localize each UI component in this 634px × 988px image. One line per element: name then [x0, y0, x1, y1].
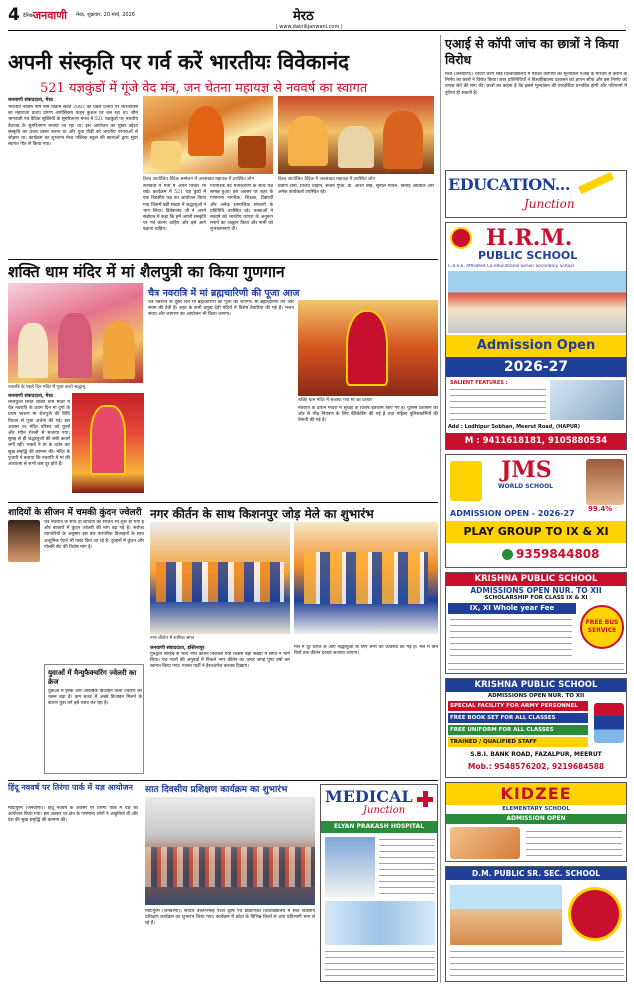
ad-jms-play: PLAY GROUP TO IX & XI [446, 521, 626, 543]
fourth-byline: जनवाणी संवाददाता, हस्तिनापुर [150, 646, 205, 651]
ad-krishna-school-1[interactable] [445, 572, 627, 674]
sixth-headline: सात दिवसीय प्रशिक्षण कार्यक्रम का शुभारंभ [145, 785, 288, 795]
ad-hrm-photo [550, 380, 624, 420]
ad-hrm-building [448, 271, 626, 333]
fourth-photo-2 [294, 522, 438, 634]
ad-dm-badge [568, 887, 622, 941]
second-body-1: लालकुर्ती स्थित शक्ति धाम मंदिर में चैत्र नवरात्रि के प्रथम दिन मां दुर्गा के प्रथम स्वरूप मां शैलपुत्री की विधि विधान से पूजा अर्चना की गई। इस अवसर पर मंदिर परिसर को फूलों और रंगीन रोशनी से सजाया गया। सुबह से ही श्रद्धालुओं की लंबी कतारें लगी रहीं। भक्तों ने मां के दर्शन कर सुख समृद्धि की कामना की। मंदिर के पुजारी ने बताया कि नवरात्रि में मां की आराधना से सभी कष्ट दूर होते हैं। [8, 400, 70, 468]
ad-hrm-phone: M : 9411618181, 9105880534 [446, 433, 626, 449]
ad-k1-bus: FREE BUS SERVICE [580, 605, 624, 649]
third-box-title: युवाओं में मैन्युफैक्चरिंग ज्वेलरी का क्रेज [48, 668, 137, 686]
second-photo-2 [72, 393, 144, 493]
ad-hrm-aff: C.B.S.E. Affiliated Co-educational Senior Secondary School [448, 264, 574, 269]
second-photo-3 [298, 300, 438, 396]
ad-medical-photo-2 [325, 901, 435, 945]
masthead [8, 5, 626, 33]
ad-medical-photo [325, 837, 375, 897]
ad-dm-school[interactable] [445, 866, 627, 982]
sixth-photo [145, 797, 315, 905]
lead-byline: जनवाणी संवाददाता, मेरठ [8, 98, 54, 103]
ad-hrm-admission: Admission Open [446, 335, 626, 357]
ad-k1-name: KRISHNA PUBLIC SCHOOL [446, 573, 626, 586]
third-photo [8, 520, 40, 562]
ad-edu-sub: Junction [524, 197, 575, 211]
fourth-headline: नगर कीर्तन के साथ किशनपुर जोड़ मेले का शुभारंभ [150, 507, 374, 521]
lead-caption-1: विश्व आयोजित वैदिक सम्मेलन में जनसंख्या महायज्ञ में उपस्थित लोग [143, 177, 254, 182]
ad-k2-addr: S.B.I. BANK ROAD, FAZALPUR, MEERUT [470, 751, 602, 758]
website: | www.dainikjanwani.com | [276, 24, 343, 30]
dateline: मेरठ, शुक्रवार, 20 मार्च, 2026 [76, 12, 135, 18]
fourth-caption: नगर कीर्तन में शामिल संगत [150, 636, 195, 641]
phone-icon [502, 549, 513, 560]
second-caption-2: शक्ति धाम मंदिर में सजाया गया मां का दरबार [298, 398, 372, 403]
second-photo-1 [8, 283, 143, 383]
ad-kidzee[interactable] [445, 782, 627, 862]
third-body: चैत्र नवरात्रि के साथ ही शादियों का सीजन भी शुरू हो गया है और बाजारों में कुंदन ज्वेलरी की मांग बढ़ गई है। सर्राफा व्यापारियों के अनुसार इस बार पारंपरिक डिजाइनों के साथ आधुनिक पैटर्न भी पसंद किए जा रहे हैं। दुल्हनों में कुंदन और पोल्की सेट की विशेष मांग है। [44, 520, 144, 550]
lead-body-4: प्रवीण शर्मा, विजय चौहान, संजय गुप्ता, डॉ. आशा सिंह, सुनील गोयल, विनोद अग्रवाल और अनेक कार्यकर्ता उपस्थित रहे। [278, 184, 434, 196]
column-rule [440, 35, 441, 983]
page-number: 4 [8, 5, 20, 25]
second-caption-1: नवरात्रि के पहले दिन मंदिर में पूजा करते श्रद्धालु [8, 385, 86, 390]
ad-k2-line3: FREE UNIFORM FOR ALL CLASSES [448, 725, 588, 735]
ad-k1-fee: IX, XI Whole year Fee [448, 603, 576, 614]
lead-body-1: भारतीय नववर्ष पौष नाम विक्रम संवत 2083 की प्रबल प्रभात पर भारतवासी का महाराजा प्रताप प्रांगण आर्यसिकय वाहन कुशल घर चल रहा था। श्रीम भागवाती एवं वैदिक सूक्तियों के सुमरितगण मंगल में 521 यज्ञकुंडों पर भारतीय वेदपाठ के सुमरितगण मनाया जा रहा था। इस आयोजन का मुख्य उद्देश्य संस्कृति का प्रचार प्रसार करना था और युवा पीढ़ी को भारतीय परंपराओं से जोड़ना था। कार्यक्रम का शुभारंभ मेरठ पब्लिक स्कूल की छात्राओं द्वारा सुंदर स्वागत गीत से किया गया। [8, 105, 138, 148]
ad-k2-adm: ADMISSIONS OPEN NUR. TO XII [487, 693, 585, 699]
ad-kidzee-text [526, 829, 622, 857]
fourth-body-2: मेले में दूर दराज से आए श्रद्धालुओं के लिए लंगर की व्यवस्था की गई है। मेले में तीन दिनों तक कीर्तन दरबार सजाया जाएगा। [294, 645, 438, 657]
ad-k1-fee-table [450, 617, 572, 657]
ad-hrm-school[interactable] [445, 222, 627, 450]
lead-headline: अपनी संस्कृति पर गर्व करें भारतीयः विवेकानंद [8, 50, 350, 74]
fifth-headline: हिंदू नववर्ष पर तिरंगा पार्क में यज्ञ आयोजन [8, 782, 133, 792]
ncc-badge-icon [594, 703, 624, 743]
ad-medical-contacts [325, 949, 435, 979]
pencil-icon [578, 172, 614, 194]
ad-hrm-addr: Add : Lodhipur Sobhan, Meerut Road, (HAPUR) [448, 424, 581, 430]
ad-k1-address [448, 661, 624, 673]
section-title: मेरठ [293, 9, 314, 24]
ad-education-junction[interactable] [445, 170, 627, 218]
ad-kidzee-title: KIDZEE [446, 783, 626, 805]
ad-k2-line4: TRAINED / QUALIFIED STAFF [448, 737, 588, 747]
ad-k2-phone: Mob.: 9548576202, 9219684588 [467, 762, 605, 771]
section-rule-3 [8, 502, 438, 503]
lead-body-2: सरस्वती ने मंत्रों में अपने विचार भी रखे। कार्यक्रम में 521 यज्ञ कुंडों में एक दिवसीय यज्ञ का आयोजन किया गया जिसमें बड़ी संख्या में श्रद्धालुओं ने भाग लिया। विवेकानंद जी ने अपने संबोधन में कहा कि हमें अपनी संस्कृति पर गर्व करना चाहिए और इसे आगे बढ़ाना चाहिए। [143, 184, 206, 233]
ad-dm-text [450, 949, 624, 979]
ad-medical-junction[interactable] [320, 784, 438, 982]
second-body-2: चैत्र नवरात्रि के दूसरे दिन मां ब्रह्मचारिणी की पूजा की जाएगी। मां ब्रह्मचारिणी तप और संयम की देवी हैं। शहर के सभी प्रमुख देवी मंदिरों में विशेष तैयारियां की गई हैं। भजन संध्या और जागरण का आयोजन भी किया जाएगा। [148, 300, 294, 318]
second-body-3: नवरात्रि के दौरान मंदिरों में सुरक्षा के विशेष इंतजाम किए गए हैं। पुलिस प्रशासन की ओर से भीड़ नियंत्रण के लिए बैरिकेडिंग की गई है तथा महिला पुलिसकर्मियों की तैनाती की गई है। [298, 406, 438, 424]
school-logo-icon [450, 227, 472, 249]
ad-jms-sub: WORLD SCHOOL [498, 483, 554, 490]
fourth-photo [150, 522, 290, 634]
third-headline: शादियों के सीजन में चमकी कुंदन ज्वेलरी [8, 508, 142, 518]
lead-subhead: 521 यज्ञकुंडों में गूंजे वेद मंत्र, जन चेतना महायज्ञ से नववर्ष का स्वागत [40, 81, 368, 96]
masthead-rule [8, 30, 626, 31]
ad-jms-name: JMS [501, 457, 552, 483]
ad-hrm-year: 2026-27 [446, 357, 626, 377]
lead-body-3: पारंपरिक वेद मंत्रोच्चारण के साथ यज्ञ सम्पन्न हुआ। इस अवसर पर शहर के गणमान्य नागरिक, शिक्षक, विद्यार्थी और अनेक सामाजिक संगठनों के प्रतिनिधि उपस्थित रहे। वक्ताओं ने नववर्ष को भारतीय परंपरा के अनुरूप मनाने का आह्वान किया और सभी को शुभकामनाएं दीं। [210, 184, 273, 233]
ad-kidzee-kids-photo [450, 827, 520, 859]
second-headline: शक्ति धाम मंदिर में मां शैलपुत्री का किया गुणगान [8, 262, 285, 281]
ad-kidzee-sub: ELEMENTARY SCHOOL [502, 806, 570, 812]
ad-krishna-school-2[interactable] [445, 678, 627, 778]
jms-badge-icon [450, 461, 482, 501]
ad-medical-text [379, 837, 435, 897]
ad-edu-title: EDUCATION... [448, 175, 570, 194]
ad-hrm-features: SALIENT FEATURES : [450, 380, 508, 386]
ad-dm-name: D.M. PUBLIC SR. SEC. SCHOOL [446, 867, 626, 880]
ad-k2-line2: FREE BOOK SET FOR ALL CLASSES [448, 713, 588, 723]
paper-name: जनवाणी [33, 9, 68, 22]
ad-jms-admission: ADMISSION OPEN - 2026-27 [450, 509, 575, 518]
ad-jms-school[interactable] [445, 454, 627, 568]
ad-k1-sch: SCHOLARSHIP FOR CLASS IX & XI [484, 595, 588, 601]
second-sub-story-headline: चैत्र नवरात्रि में मां ब्रह्मचारिणी की पूजा आज [148, 288, 300, 299]
side-top-headline: एआई से कॉपी जांच का छात्रों ने किया विरोध [445, 36, 619, 67]
lead-photo-2 [278, 96, 434, 174]
ad-hrm-feature-list [450, 387, 546, 421]
ad-kidzee-adm: ADMISSION OPEN [446, 814, 626, 824]
sixth-body: मोदीपुरम (जनवाणी)। सरदार वल्लभभाई पटेल कृषि एवं प्रौद्योगिकी विश्वविद्यालय में सात दिवसीय प्रशिक्षण कार्यक्रम का शुभारंभ किया गया। कार्यक्रम में प्रदेश के विभिन्न जिलों से आए प्रतिभागी भाग ले रहे हैं। [145, 909, 315, 927]
ad-k2-line1: SPECIAL FACILITY FOR ARMY PERSONNEL [448, 701, 588, 711]
lead-photo-1 [143, 96, 273, 174]
medical-cross-icon [417, 791, 433, 807]
paper-prefix: दैनिक [23, 13, 34, 19]
lead-caption-2: विश्व आयोजित वैदिक में जनसंख्या महायज्ञ में उपस्थित लोग [278, 177, 375, 182]
fifth-body: मोदीपुरम (जनवाणी)। हिंदू नववर्ष के अवसर पर तिरंगा पार्क में यज्ञ का आयोजन किया गया। इस अवसर पर क्षेत्र के गणमान्य लोगों ने आहुतियां दीं और देश की सुख समृद्धि की कामना की। [8, 806, 138, 824]
second-byline: जनवाणी संवाददाता, मेरठ [8, 394, 54, 399]
ad-medical-hospital: ELYAN PRAKASH HOSPITAL [321, 821, 437, 833]
third-box-body: युवाओं में हल्के और आकर्षक डिजाइन वाली ज्वेलरी का चलन बढ़ा है। कम बजट में अच्छे डिजाइन मिलने के कारण युवा वर्ग इसे पसंद कर रहा है। [48, 689, 142, 707]
ad-jms-score: 99.4% [588, 505, 613, 513]
third-box [44, 664, 144, 774]
ad-jms-phone: 9359844808 [516, 547, 600, 561]
ad-k1-adm: ADMISSIONS OPEN NUR. TO XII [470, 586, 602, 595]
side-top-body: मेरठ (जनवाणी)। चौधरी चरण सिंह विश्वविद्यालय में परीक्षा कॉपियों का मूल्यांकन एआई के माध्यम से कराने के निर्णय का छात्रों ने विरोध किया। छात्र प्रतिनिधियों ने विश्वविद्यालय प्रशासन को ज्ञापन सौंपा और इस निर्णय को वापस लेने की मांग की। छात्रों का कहना है कि इससे मूल्यांकन की पारदर्शिता प्रभावित होगी और परिणामों में त्रुटियां हो सकती हैं। [445, 72, 627, 96]
ad-hrm-sub: PUBLIC SCHOOL [478, 249, 578, 262]
fourth-body-1: गुरुद्वारा साहिब से भव्य नगर कीर्तन निकाला गया जिसमें बड़ी संख्या में संगत ने भाग लिया। पंच प्यारों की अगुवाई में निकले नगर कीर्तन का जगह जगह पुष्प वर्षा कर स्वागत किया गया। गतका पार्टी ने हैरतअंगेज करतब दिखाए। [150, 652, 290, 670]
ad-medical-sub: Junction [363, 805, 406, 816]
ad-k2-name: KRISHNA PUBLIC SCHOOL [446, 679, 626, 692]
ad-dm-building [450, 885, 562, 945]
ad-medical-title: MEDICAL [325, 787, 413, 806]
ad-jms-student-photo [586, 459, 624, 505]
section-rule-5 [8, 780, 438, 781]
ad-hrm-name: H.R.M. [486, 225, 573, 251]
